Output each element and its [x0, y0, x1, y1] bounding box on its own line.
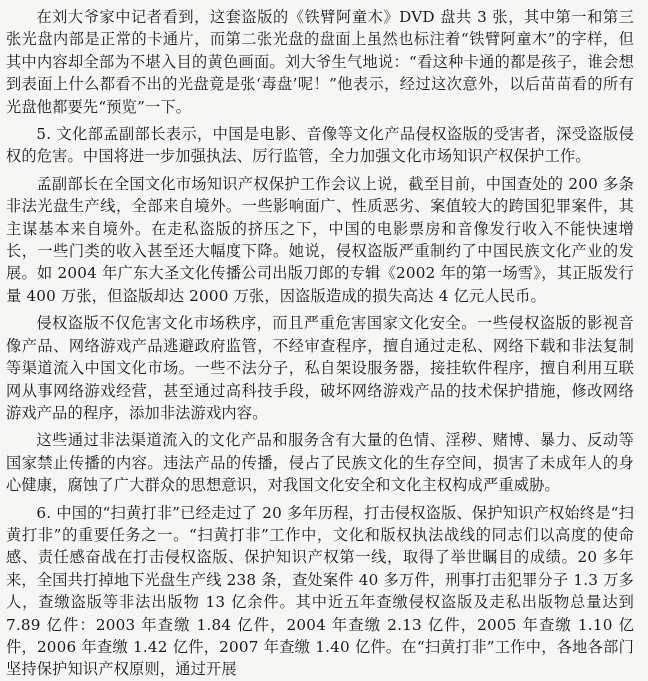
paragraph-5: 这些通过非法渠道流入的文化产品和服务含有大量的色情、淫秽、赌博、暴力、反动等国家禁止传播的内容。违法产品的传播，侵占了民族文化的生存空间，损害了未成年人的身心健康，腐蚀了广大群众的思想意识，对我国文化安全和文化主权构成严重威胁。 — [6, 431, 634, 495]
paragraph-2: 5. 文化部孟副部长表示，中国是电影、音像等文化产品侵权盗版的受害者，深受盗版侵权的危害。中国将进一步加强执法、厉行监管，全力加强文化市场知识产权保护工作。 — [6, 125, 634, 166]
paragraph-3: 孟副部长在全国文化市场知识产权保护工作会议上说，截至目前，中国查处的 200 多条非法光盘生产线，全部来自境外。一些影响面广、性质恶劣、案值较大的跨国犯罪案件，其主谋基本来自境外。在走私盗版的挤压之下，中国的电影票房和音像发行收入不能快速增长，一些门类的收入甚至还大幅度下降。她说，侵权盗版严重制约了中国民族文化产业的发展。如 2004 年广东大圣文化传播公司出版刀郎的专辑《2002 年的第一场雪》，其正版发行量 400 万张，但盗版却达 2000 万张，因盗版造成的损失高达 4 亿元人民币。 — [6, 174, 634, 305]
paragraph-6: 6. 中国的“扫黄打非”已经走过了 20 多年历程，打击侵权盗版、保护知识产权始终是“扫黄打非”的重要任务之一。“扫黄打非”工作中，文化和版权执法战线的同志们以高度的使命感、责任感奋战在打击侵权盗版、保护知识产权第一线，取得了举世瞩目的成绩。20 多年来，全国共打掉地下光盘生产线 238 条，查处案件 40 多万件，刑事打击犯罪分子 1.3 万多人，查缴盗版等非法出版物 13 亿余件。其中近五年查缴侵权盗版及走私出版物总量达到 7.89 亿件：2003 年查缴 1.84 亿件，2004 年查缴 2.13 亿件，2005 年查缴 1.10 亿件，2006 年查缴 1.42 亿件，2007 年查缴 1.40 亿件。在“扫黄打非”工作中，各地各部门坚持保护知识产权原则，通过开展 — [6, 503, 634, 679]
paragraph-4: 侵权盗版不仅危害文化市场秩序，而且严重危害国家文化安全。一些侵权盗版的影视音像产品、网络游戏产品逃避政府监管，不经审查程序，擅自通过走私、网络下载和非法复制等渠道流入中国文化市场。一些不法分子，私自架设服务器，接挂软件程序，擅自利用互联网从事网络游戏经营，甚至通过高科技手段，破坏网络游戏产品的技术保护措施，修改网络游戏产品的程序，添加非法游戏内容。 — [6, 314, 634, 422]
paragraph-1: 在刘大爷家中记者看到，这套盗版的《铁臂阿童木》DVD 盘共 3 张，其中第一和第三张光盘内部是正常的卡通片，而第二张光盘的盘面上虽然也标注着“铁臂阿童木”的字样，但其中内容却全部为不堪入目的黄色画面。刘大爷生气地说：“看这种卡通的都是孩子，谁会想到表面上什么都看不出的光盘竟是张‘毒盘’呢！”他表示，经过这次意外，以后苗苗看的所有光盘他都要先“预览”一下。 — [6, 8, 634, 116]
